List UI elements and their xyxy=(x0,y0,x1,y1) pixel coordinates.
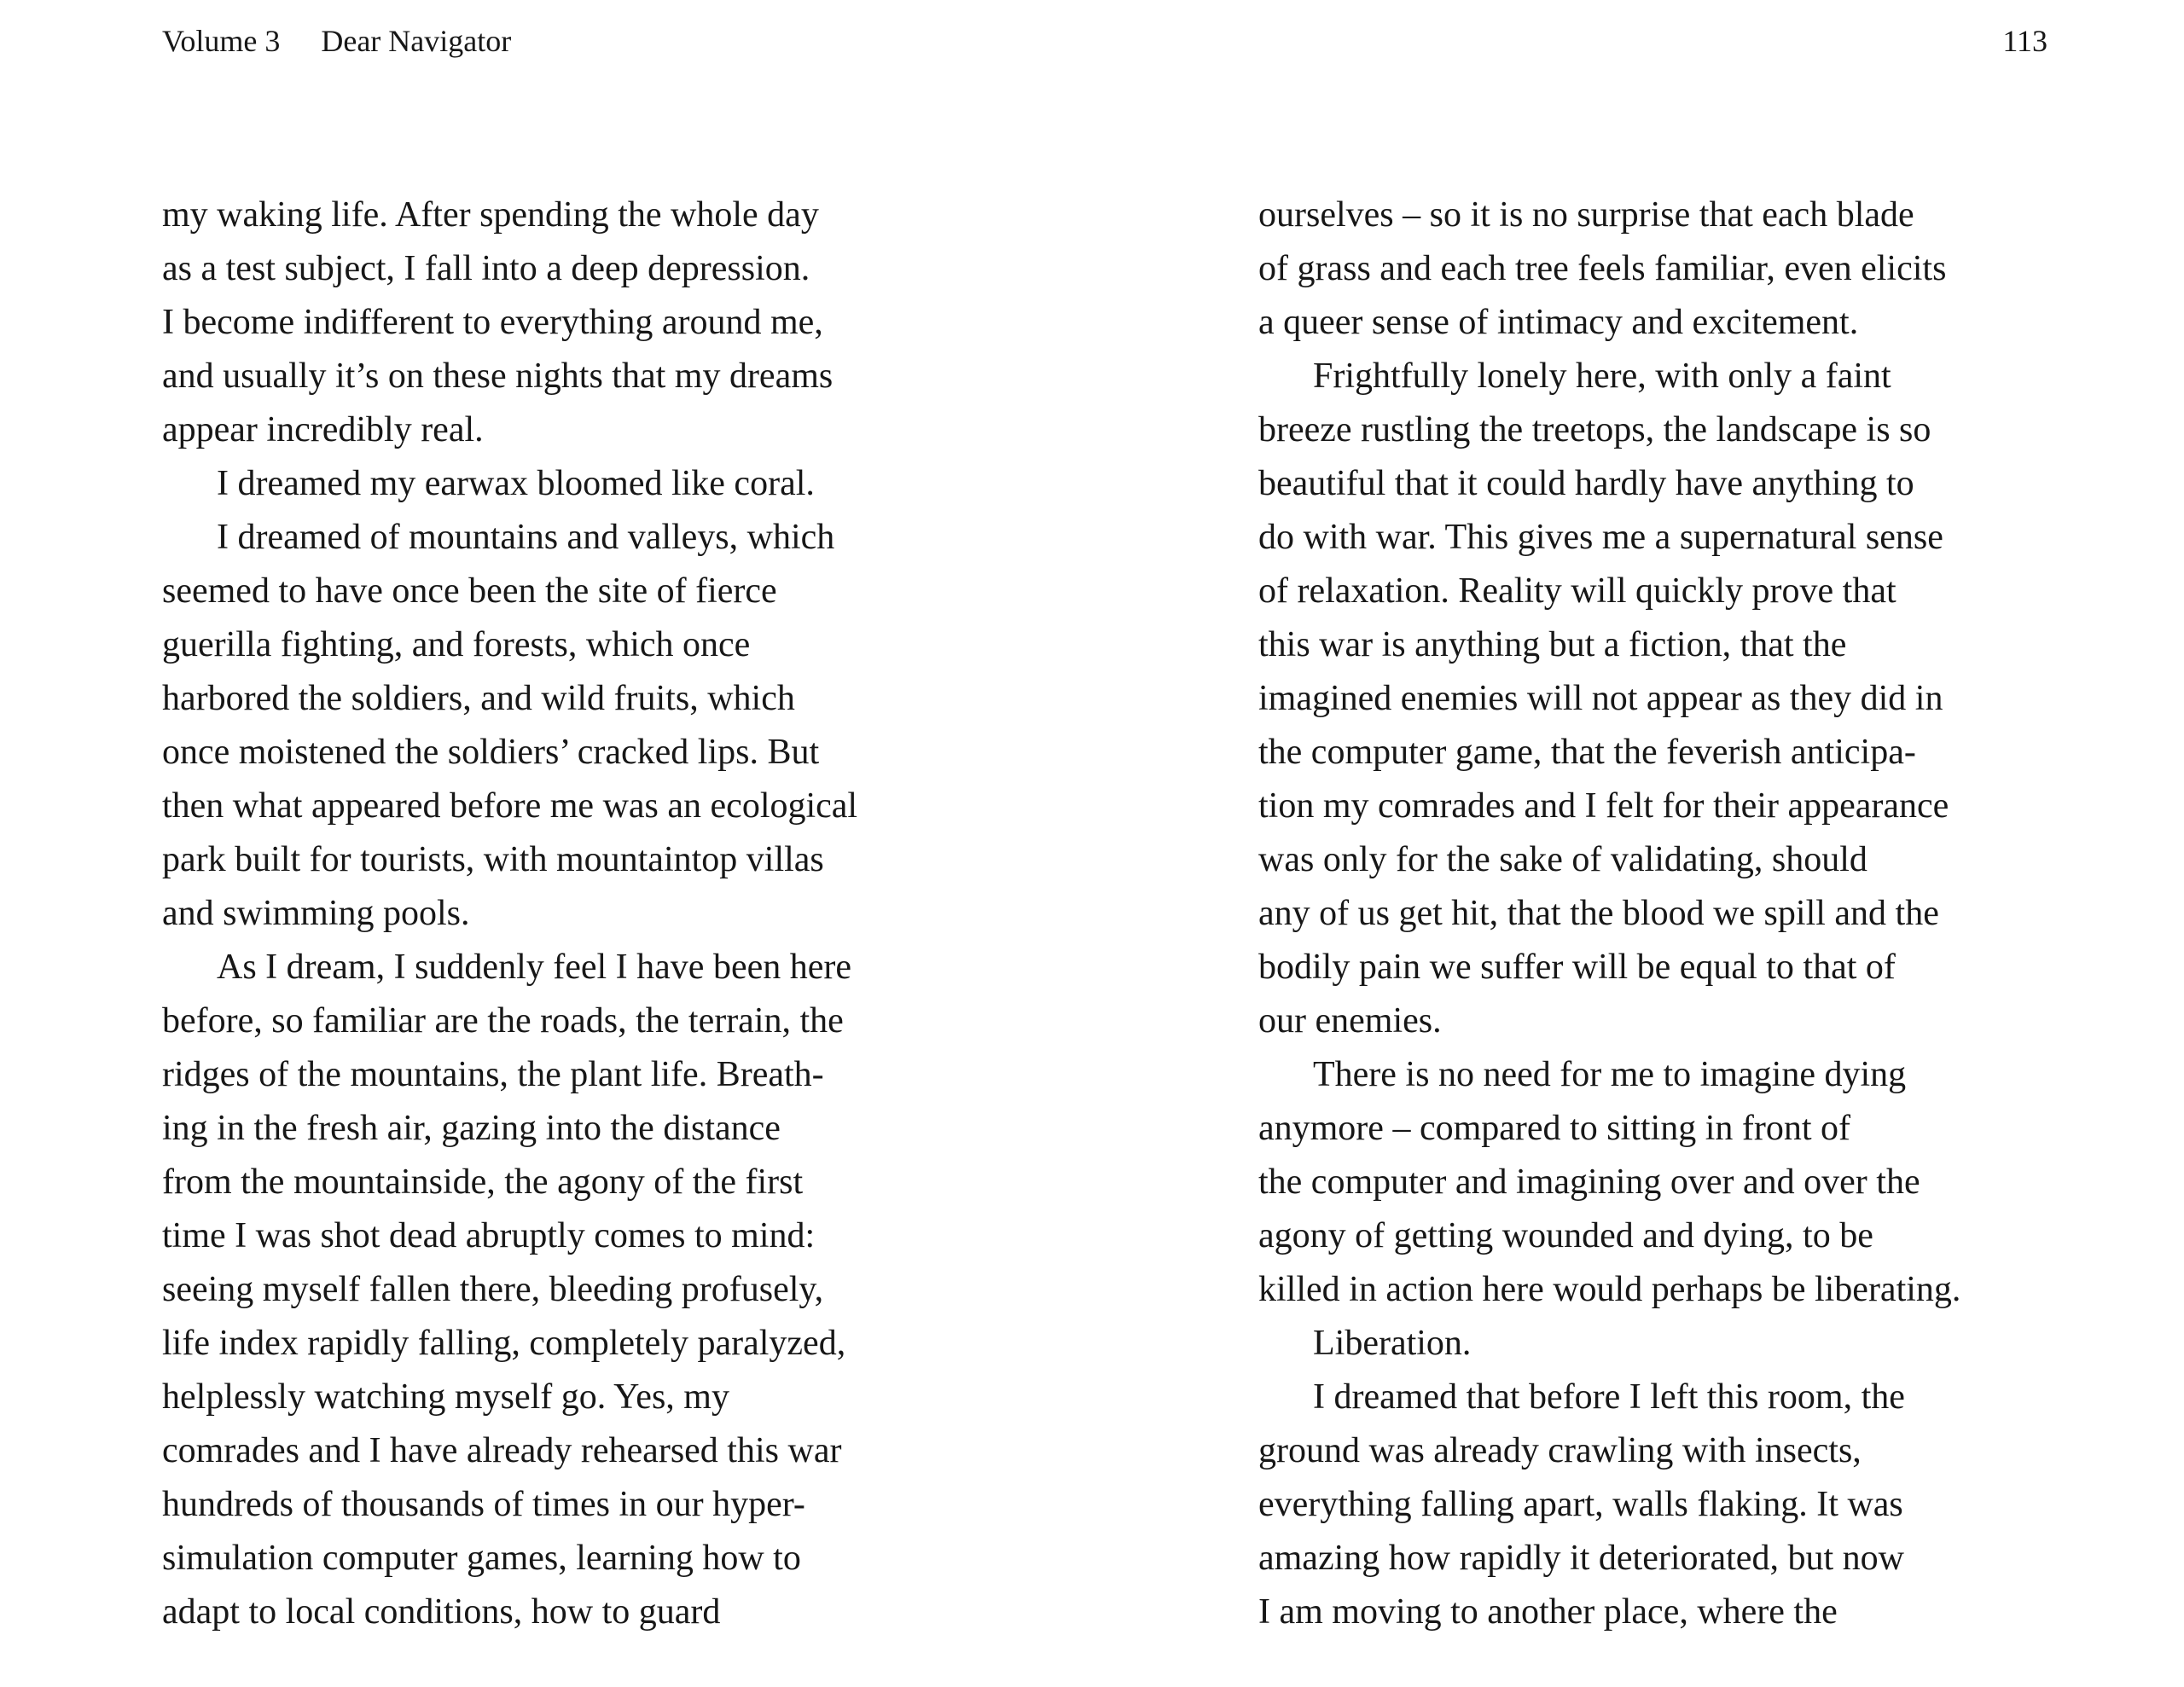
text-line: and usually it’s on these nights that my dreams xyxy=(162,357,834,396)
running-head xyxy=(162,22,2048,61)
text-line: this war is anything but a fiction, that the xyxy=(1258,625,1847,664)
text-line: I become indifferent to everything around me, xyxy=(162,303,823,342)
text-line: beautiful that it could hardly have anything to xyxy=(1258,464,1914,503)
text-line: guerilla fighting, and forests, which once xyxy=(162,625,751,664)
text-line: I dreamed of mountains and valleys, which xyxy=(217,518,835,557)
text-line: life index rapidly falling, completely paralyzed, xyxy=(162,1324,846,1363)
text-line: as a test subject, I fall into a deep depression. xyxy=(162,249,810,288)
text-body xyxy=(162,188,2048,1639)
text-line: I am moving to another place, where the xyxy=(1258,1592,1838,1632)
text-line: There is no need for me to imagine dying xyxy=(1313,1055,1907,1094)
book-title: Dear Navigator xyxy=(321,24,512,58)
text-line: seeing myself fallen there, bleeding profusely, xyxy=(162,1270,824,1309)
text-line: of relaxation. Reality will quickly prove that xyxy=(1258,571,1896,611)
text-line: adapt to local conditions, how to guard xyxy=(162,1592,721,1632)
text-line: seemed to have once been the site of fierce xyxy=(162,571,777,611)
text-line: appear incredibly real. xyxy=(162,410,484,449)
text-line: a queer sense of intimacy and excitement. xyxy=(1258,303,1859,342)
text-line: harbored the soldiers, and wild fruits, which xyxy=(162,679,795,718)
text-line: and swimming pools. xyxy=(162,894,470,933)
text-line: killed in action here would perhaps be liberating. xyxy=(1258,1270,1961,1309)
text-line: my waking life. After spending the whole day xyxy=(162,195,819,235)
text-line: the computer game, that the feverish anticipa- xyxy=(1258,733,1916,772)
text-line: the computer and imagining over and over the xyxy=(1258,1162,1920,1202)
text-line: breeze rustling the treetops, the landscape is so xyxy=(1258,410,1931,449)
text-line: from the mountainside, the agony of the first xyxy=(162,1162,804,1202)
text-line: do with war. This gives me a supernatural sense xyxy=(1258,518,1943,557)
text-line: then what appeared before me was an ecological xyxy=(162,786,858,826)
text-line: agony of getting wounded and dying, to be xyxy=(1258,1216,1873,1255)
text-line: I dreamed that before I left this room, the xyxy=(1313,1377,1905,1417)
page-number: 113 xyxy=(2002,24,2048,58)
text-line: bodily pain we suffer will be equal to that of xyxy=(1258,948,1896,987)
text-line: Frightfully lonely here, with only a faint xyxy=(1313,357,1891,396)
text-line: everything falling apart, walls flaking. It was xyxy=(1258,1485,1903,1524)
text-line: our enemies. xyxy=(1258,1001,1442,1041)
volume-label: Volume 3 xyxy=(162,24,281,58)
text-line: I dreamed my earwax bloomed like coral. xyxy=(217,464,815,503)
text-line: was only for the sake of validating, should xyxy=(1258,840,1867,879)
text-line: hundreds of thousands of times in our hyper- xyxy=(162,1485,805,1524)
text-line: tion my comrades and I felt for their appearance xyxy=(1258,786,1949,826)
text-line: comrades and I have already rehearsed this war xyxy=(162,1431,842,1470)
text-line: ourselves – so it is no surprise that each blade xyxy=(1258,195,1914,235)
text-line: before, so familiar are the roads, the terrain, the xyxy=(162,1001,844,1041)
text-line: simulation computer games, learning how to xyxy=(162,1539,801,1578)
text-line: ground was already crawling with insects, xyxy=(1258,1431,1862,1470)
text-line: any of us get hit, that the blood we spill and the xyxy=(1258,894,1939,933)
text-line: helplessly watching myself go. Yes, my xyxy=(162,1377,729,1417)
text-line: park built for tourists, with mountaintop villas xyxy=(162,840,824,879)
text-line: ing in the fresh air, gazing into the distance xyxy=(162,1109,781,1148)
text-line: anymore – compared to sitting in front of xyxy=(1258,1109,1851,1148)
text-line: imagined enemies will not appear as they did in xyxy=(1258,679,1943,718)
text-line: As I dream, I suddenly feel I have been here xyxy=(217,948,852,987)
text-line: once moistened the soldiers’ cracked lips. But xyxy=(162,733,820,772)
text-line: time I was shot dead abruptly comes to mind: xyxy=(162,1216,816,1255)
text-column-left xyxy=(162,188,1258,1639)
text-column-right xyxy=(1258,188,2048,1639)
text-line: amazing how rapidly it deteriorated, but now xyxy=(1258,1539,1904,1578)
text-line: Liberation. xyxy=(1313,1324,1472,1363)
text-line: of grass and each tree feels familiar, even elicits xyxy=(1258,249,1947,288)
text-line: ridges of the mountains, the plant life. Breath- xyxy=(162,1055,824,1094)
